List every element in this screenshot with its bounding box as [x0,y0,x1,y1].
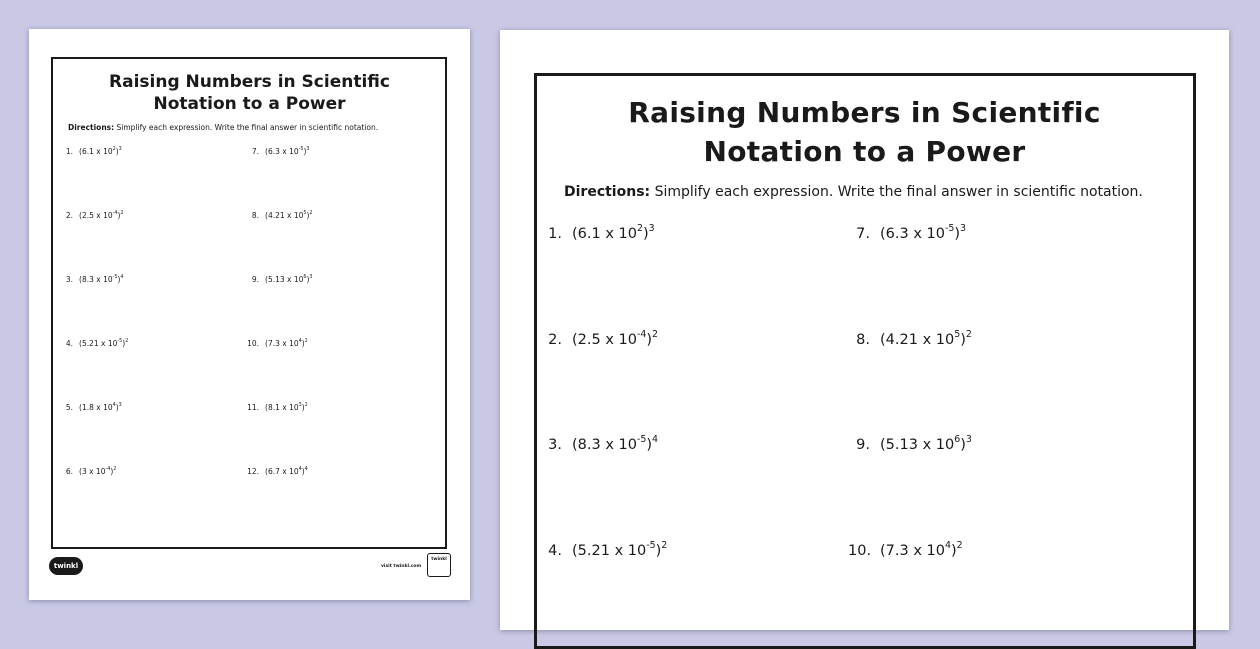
base-exponent: 2 [112,146,116,153]
power: 4 [304,466,308,473]
problem-number: 4. [65,339,73,348]
times-ten: x 10 [279,467,299,476]
times-ten: x 10 [279,339,299,348]
base-exponent: -5 [112,274,118,281]
power: 3 [960,223,967,235]
open-paren: ( [572,437,578,453]
worksheet-thumbnail [29,29,470,600]
times-ten: x 10 [284,211,304,220]
close-paren: ) [122,339,126,348]
times-ten: x 10 [279,147,299,156]
coefficient: 2.5 [81,211,94,220]
open-paren: ( [265,467,268,476]
times-ten: x 10 [93,275,113,284]
base-exponent: 5 [303,210,307,217]
problem-item [540,434,659,453]
times-ten: x 10 [917,331,955,348]
problem-item [848,223,967,242]
base-exponent: 4 [944,539,951,551]
coefficient: 6.3 [267,147,280,156]
coefficient: 8.3 [577,437,601,453]
times-ten: x 10 [600,226,637,242]
base-exponent: 4 [112,402,116,409]
problem-number: 6. [65,467,73,476]
power: 4 [652,434,659,446]
base-exponent: 6 [954,434,961,446]
open-paren: ( [79,403,82,412]
times-ten: x 10 [93,147,113,156]
directions-text: Simplify each expression. Write the final answer in scientific notation. [114,123,379,132]
problem-number: 3. [548,437,562,453]
close-paren: ) [646,331,653,348]
coefficient: 6.1 [577,226,601,242]
problem-number: 10. [848,542,872,559]
coefficient: 5.13 [885,437,918,453]
open-paren: ( [79,275,82,284]
problem-number: 2. [548,331,562,348]
problem-number: 1. [548,226,562,242]
open-paren: ( [572,542,578,559]
times-ten: x 10 [93,211,113,220]
base-exponent: 5 [954,328,961,340]
power: 3 [118,402,122,409]
times-ten: x 10 [93,403,113,412]
base-exponent: -5 [944,223,955,235]
open-paren: ( [265,211,268,220]
power: 2 [304,402,308,409]
problem-item [245,275,313,284]
power: 4 [120,274,124,281]
coefficient: 4.21 [267,211,285,220]
base-exponent: -5 [646,539,656,551]
base-exponent: -5 [298,146,304,153]
base-exponent: -5 [636,434,647,446]
open-paren: ( [572,226,578,242]
problem-number: 1. [65,147,73,156]
coefficient: 8.3 [81,275,94,284]
open-paren: ( [880,331,886,348]
power: 2 [113,466,117,473]
base-exponent: -4 [112,210,118,217]
problem-item [245,339,308,348]
problem-item [59,147,122,156]
problem-number: 7. [856,226,870,242]
problem-number: 12. [247,467,259,476]
times-ten: x 10 [98,339,118,348]
close-paren: ) [950,542,957,559]
power: 2 [120,210,124,217]
problem-item [848,328,972,348]
coefficient: 6.7 [267,467,280,476]
problem-item [245,403,308,412]
close-paren: ) [301,339,305,348]
close-paren: ) [306,275,310,284]
directions-text: Simplify each expression. Write the final answer in scientific notation. [650,184,1143,200]
base-exponent: 2 [636,223,643,235]
directions [68,123,378,132]
open-paren: ( [265,147,268,156]
base-exponent: -4 [105,466,111,473]
worksheet-zoomed [500,30,1229,630]
open-paren: ( [79,211,82,220]
open-paren: ( [572,331,578,348]
problem-number: 9. [856,437,870,453]
coefficient: 1.8 [81,403,94,412]
times-ten: x 10 [279,403,299,412]
close-paren: ) [642,226,649,242]
close-paren: ) [655,542,662,559]
coefficient: 5.21 [81,339,99,348]
power: 2 [965,328,972,340]
problem-item [848,539,963,559]
close-paren: ) [303,147,307,156]
problem-number: 2. [65,211,73,220]
power: 2 [304,338,308,345]
times-ten: x 10 [284,275,304,284]
close-paren: ) [301,403,305,412]
coefficient: 4.21 [885,331,918,348]
problem-number: 4. [548,542,562,559]
directions-label: Directions: [68,123,115,132]
problem-item [59,403,122,412]
problem-item [245,467,308,476]
power: 3 [965,434,972,446]
times-ten: x 10 [600,437,637,453]
times-ten: x 10 [86,467,106,476]
power: 3 [309,274,313,281]
power: 2 [661,539,668,551]
problem-number: 7. [251,147,259,156]
close-paren: ) [115,403,119,412]
coefficient: 2.5 [577,331,601,348]
problem-item [59,467,116,476]
coefficient: 5.21 [577,542,610,559]
problem-item [245,211,313,220]
times-ten: x 10 [600,331,637,348]
close-paren: ) [115,147,119,156]
power: 2 [309,210,313,217]
title-line-2: Notation to a Power [703,135,1026,168]
times-ten: x 10 [908,542,945,559]
title-line-2: Notation to a Power [153,94,346,114]
coefficient: 7.3 [885,542,909,559]
directions [564,184,1143,200]
close-paren: ) [117,211,121,220]
base-exponent: 6 [303,274,307,281]
worksheet-title [29,71,470,115]
power: 2 [125,338,129,345]
title-line-1: Raising Numbers in Scientific [628,96,1101,129]
open-paren: ( [79,467,82,476]
quality-stamp-icon: twinkl [427,553,451,577]
problem-number: 9. [251,275,259,284]
base-exponent: -4 [636,328,647,340]
close-paren: ) [306,211,310,220]
problem-item [59,211,124,220]
close-paren: ) [960,331,966,348]
open-paren: ( [79,339,82,348]
coefficient: 3 [81,467,87,476]
problem-item [540,328,659,348]
open-paren: ( [880,437,886,453]
problem-item [540,539,668,559]
power: 3 [306,146,310,153]
problem-item [540,223,655,242]
open-paren: ( [79,147,82,156]
base-exponent: 4 [298,338,302,345]
base-exponent: -5 [117,338,123,345]
directions-label: Directions: [564,184,651,200]
title-line-1: Raising Numbers in Scientific [109,72,390,92]
open-paren: ( [265,339,268,348]
close-paren: ) [954,226,961,242]
close-paren: ) [960,437,966,453]
problem-item [245,147,310,156]
problem-item [59,275,124,284]
coefficient: 7.3 [267,339,280,348]
coefficient: 6.1 [81,147,94,156]
power: 2 [652,328,659,340]
coefficient: 6.3 [885,226,909,242]
times-ten: x 10 [908,226,945,242]
problem-number: 10. [247,339,259,348]
open-paren: ( [265,403,268,412]
open-paren: ( [880,542,886,559]
power: 2 [956,539,963,551]
close-paren: ) [110,467,114,476]
problem-number: 3. [65,275,73,284]
base-exponent: 3 [298,402,302,409]
close-paren: ) [117,275,121,284]
coefficient: 8.1 [267,403,280,412]
twinkl-logo: twinkl [49,557,83,575]
base-exponent: 4 [298,466,302,473]
problem-number: 11. [247,403,259,412]
footer-url: visit twinkl.com [381,564,422,569]
problem-item [59,339,128,348]
power: 3 [648,223,655,235]
open-paren: ( [265,275,268,284]
power: 3 [118,146,122,153]
times-ten: x 10 [609,542,647,559]
close-paren: ) [301,467,305,476]
problem-item [848,434,972,453]
close-paren: ) [646,437,653,453]
coefficient: 5.13 [267,275,285,284]
problem-number: 5. [65,403,73,412]
problem-number: 8. [251,211,259,220]
times-ten: x 10 [917,437,955,453]
problem-number: 8. [856,331,870,348]
open-paren: ( [880,226,886,242]
worksheet-title [500,93,1229,171]
